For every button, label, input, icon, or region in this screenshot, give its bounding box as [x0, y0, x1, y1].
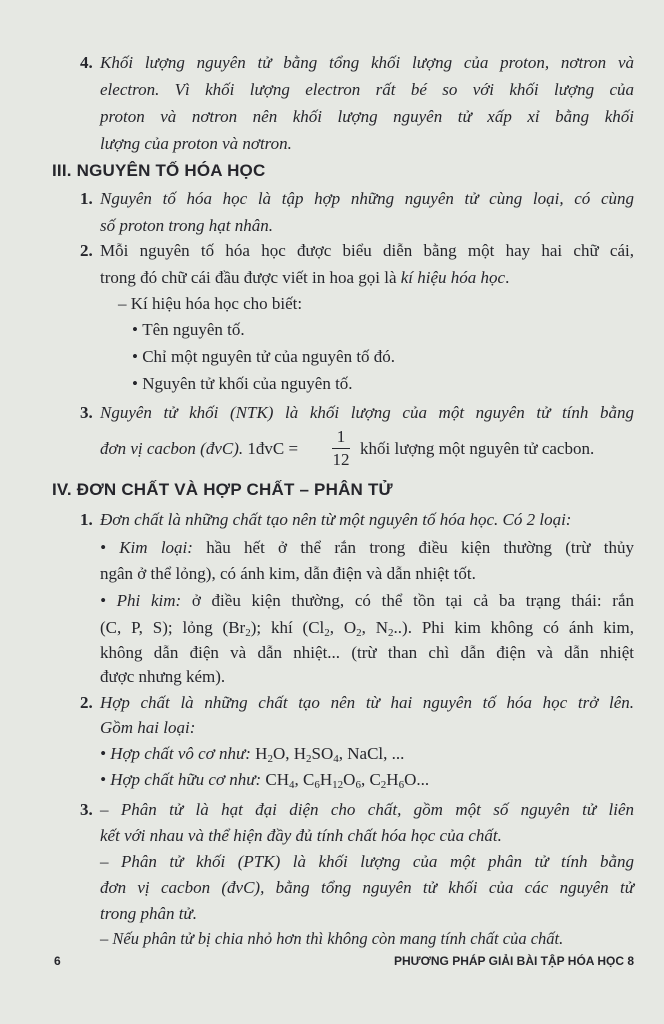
- bullet-item: • Chỉ một nguyên tử của nguyên tố đó.: [132, 347, 396, 366]
- formula-line-organic: • Hợp chất hữu cơ như: $CH_4$, $C_6H_{12}O_6$, $C_2H_6O$...: [100, 770, 430, 791]
- bullet-icon: •: [132, 320, 138, 339]
- text-line: trong đó chữ cái đầu được viết in hoa gọi là kí hiệu hóa học.: [100, 268, 510, 287]
- text-line: (C, P, S); lỏng $(Br_2)$; khí ($Cl_2$, $O_2$, $N_2$..). Phi kim không có ánh kim,: [100, 618, 634, 639]
- text-line: Đơn chất là những chất tạo nên từ một nguyên tố hóa học. Có 2 loại:: [100, 510, 572, 529]
- item-number: 3.: [80, 403, 93, 422]
- section-heading: IV. ĐƠN CHẤT VÀ HỢP CHẤT – PHÂN TỬ: [52, 480, 393, 499]
- text-line: đơn vị cacbon (đvC). 1đvC =: [100, 439, 299, 458]
- text-line: Khối lượng nguyên tử bằng tổng khối lượng của proton, nơtron và: [100, 53, 634, 72]
- text-line: được nhưng kém).: [100, 667, 226, 686]
- text-line: ngân ở thể lỏng), có ánh kim, dẫn điện và dẫn nhiệt tốt.: [100, 564, 476, 583]
- text-line: – Kí hiệu hóa học cho biết:: [118, 294, 303, 313]
- text-line: • Phi kim: ở điều kiện thường, có thể tồn tại cả ba trạng thái: rắn: [100, 591, 634, 610]
- item-number: 4.: [80, 53, 93, 72]
- text-line: Gồm hai loại:: [100, 718, 196, 737]
- text-line: electron. Vì khối lượng electron rất bé so với khối lượng của: [100, 80, 634, 99]
- text-line: Hợp chất là những chất tạo nên từ hai nguyên tố hóa học trở lên.: [100, 693, 634, 712]
- formula-line-inorganic: • Hợp chất vô cơ như: $H_2O$, $H_2SO_4$, NaCl, ...: [100, 744, 405, 765]
- item-number: 2.: [80, 241, 93, 260]
- item-number: 1.: [80, 510, 93, 529]
- text-line: lượng của proton và nơtron.: [100, 134, 292, 153]
- item-number: 2.: [80, 693, 93, 712]
- bullet-icon: •: [132, 374, 138, 393]
- text-line: Mỗi nguyên tố hóa học được biểu diễn bằng một hay hai chữ cái,: [100, 241, 634, 260]
- text-line: khối lượng một nguyên tử cacbon.: [360, 439, 595, 458]
- bullet-icon: •: [132, 347, 138, 366]
- text-line: Nguyên tố hóa học là tập hợp những nguyên tử cùng loại, có cùng: [100, 189, 634, 208]
- text-line: kết với nhau và thể hiện đầy đủ tính chất hóa học của chất.: [100, 826, 502, 845]
- section-heading: III. NGUYÊN TỐ HÓA HỌC: [52, 161, 266, 180]
- text-line: không dẫn điện và dẫn nhiệt... (trừ than chì dẫn điện và dẫn nhiệt: [100, 643, 634, 662]
- text-line: đơn vị cacbon (đvC), bằng tổng nguyên tử khối của các nguyên tử: [100, 878, 634, 897]
- text-line: trong phân tử.: [100, 904, 197, 923]
- text-line: Nguyên tử khối (NTK) là khối lượng của một nguyên tử tính bằng: [100, 403, 634, 422]
- text-line: – Phân tử khối (PTK) là khối lượng của một phân tử tính bằng: [100, 852, 634, 871]
- page-number: 6: [54, 954, 61, 968]
- text-line: • Kim loại: hầu hết ở thể rắn trong điều kiện thường (trừ thủy: [100, 538, 634, 557]
- term-ki-hieu: kí hiệu hóa học: [400, 268, 506, 287]
- text-line: số proton trong hạt nhân.: [100, 216, 274, 235]
- bullet-item: • Tên nguyên tố.: [132, 320, 245, 339]
- text-line: – Nếu phân tử bị chia nhỏ hơn thì không còn mang tính chất của chất.: [100, 929, 564, 948]
- fraction-one-twelfth: 1 12: [332, 427, 350, 469]
- item-number: 1.: [80, 189, 93, 208]
- item-number: 3.: [80, 800, 93, 819]
- text-line: proton và nơtron nên khối lượng nguyên tử xấp xỉ bằng khối: [100, 107, 634, 126]
- bullet-item: • Nguyên tử khối của nguyên tố.: [132, 374, 353, 393]
- book-title: PHƯƠNG PHÁP GIẢI BÀI TẬP HÓA HỌC 8: [394, 954, 634, 968]
- text-line: – Phân tử là hạt đại diện cho chất, gồm một số nguyên tử liên: [100, 800, 634, 819]
